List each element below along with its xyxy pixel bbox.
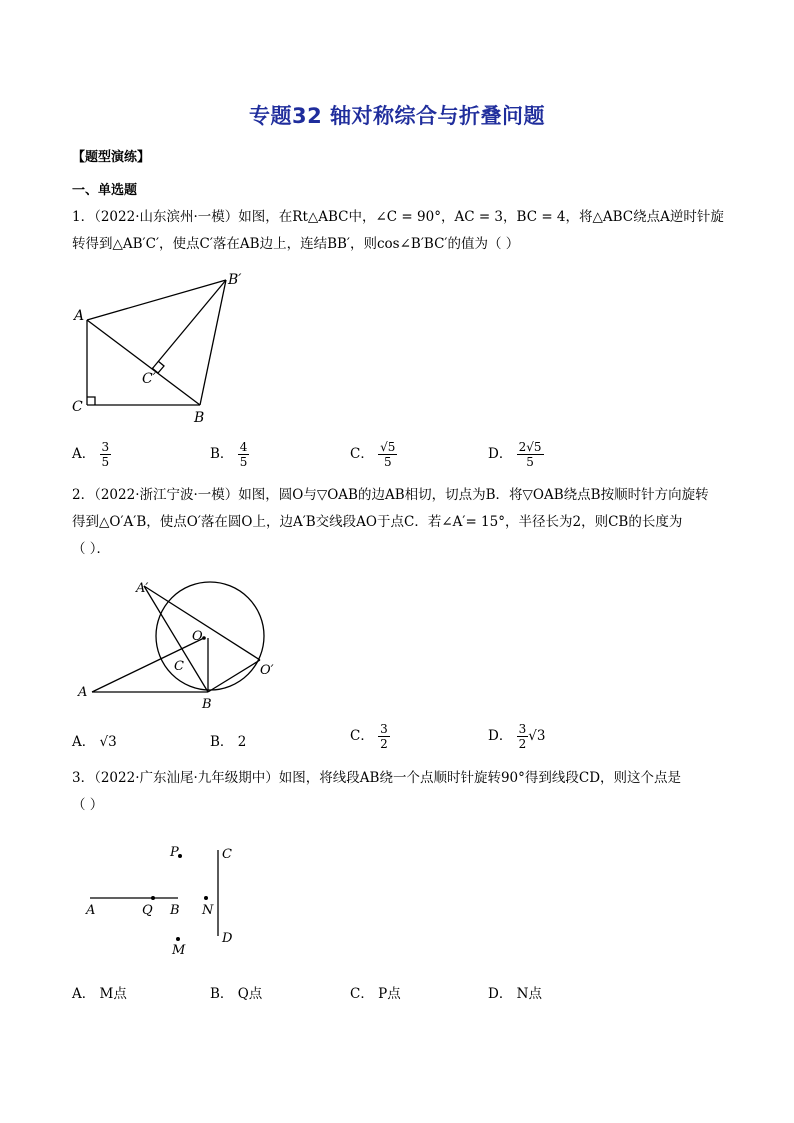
option-letter: D．: [488, 446, 513, 462]
option-value: M点: [99, 986, 127, 1002]
option-1c[interactable]: [350, 440, 397, 469]
option-letter: A．: [72, 986, 96, 1002]
question-3-line-1: 3．（2022·广东汕尾·九年级期中）如图，将线段AB绕一个点顺时针旋转90°得到线段CD，则这个点是: [72, 770, 682, 786]
label-p: P: [170, 845, 179, 860]
question-3-figure: [80, 840, 260, 960]
label-b-prime: B′: [228, 272, 242, 288]
label-c: C: [174, 659, 184, 674]
section-heading: 一、单选题: [72, 183, 138, 198]
label-n: N: [202, 903, 214, 918]
label-a-prime: A′: [136, 581, 149, 596]
label-a: A: [86, 903, 96, 918]
label-m: M: [172, 943, 186, 958]
label-b: B: [202, 697, 212, 712]
option-value: √3: [99, 734, 117, 750]
point-q: [151, 896, 155, 900]
option-2a[interactable]: [72, 730, 117, 750]
fraction: $\frac{3}{2}$: [518, 722, 527, 751]
segment-a-prime-o-prime: [144, 586, 260, 660]
option-letter: D．: [488, 728, 513, 744]
option-suffix: √3: [528, 728, 546, 744]
label-a: A: [78, 685, 88, 700]
label-c: C: [222, 847, 232, 862]
option-letter: C．: [350, 986, 374, 1002]
question-2-line-2: 得到△O′A′B，使点O′落在圆O上，边A′B交线段AO于点C．若∠A′= 15°，半径长为2，则CB的长度为: [72, 514, 683, 530]
option-letter: D．: [488, 986, 513, 1002]
label-d: D: [222, 931, 233, 946]
option-letter: C．: [350, 728, 374, 744]
point-o: [202, 636, 206, 640]
question-3-text: [72, 765, 732, 819]
segment-ab: [87, 320, 200, 405]
option-1a[interactable]: [72, 440, 111, 469]
label-q: Q: [142, 903, 153, 918]
question-1-text: [72, 204, 732, 258]
question-2-figure: [70, 574, 290, 714]
option-3b[interactable]: [210, 982, 262, 1002]
fraction: $\frac{√5}{5}$: [380, 440, 396, 469]
option-value: Q点: [237, 986, 263, 1002]
fraction: $\frac{2√5}{5}$: [518, 440, 542, 469]
option-3d[interactable]: [488, 982, 542, 1002]
right-angle-mark-c: [87, 397, 95, 405]
option-2d[interactable]: [488, 722, 545, 751]
circle-o: [156, 582, 264, 690]
question-2-line-1: 2．（2022·浙江宁波·一模）如图，圆O与▽OAB的边AB相切，切点为B．将▽OAB绕点B按顺时针方向旋转: [72, 487, 709, 503]
point-m: [176, 937, 180, 941]
option-letter: B．: [210, 446, 234, 462]
option-letter: B．: [210, 734, 234, 750]
segment-ao: [92, 638, 204, 692]
option-1d[interactable]: [488, 440, 544, 469]
question-1-line-1: 1．（2022·山东滨州·一模）如图，在Rt△ABC中，∠C = 90°，AC = 3，BC = 4，将△ABC绕点A逆时针旋: [72, 209, 724, 225]
label-c-prime: C′: [142, 371, 156, 387]
segment-bb-prime: [200, 280, 226, 405]
label-b: B: [194, 410, 205, 426]
page-title: 专题32 轴对称综合与折叠问题: [248, 104, 546, 128]
fraction: $\frac{3}{5}$: [101, 440, 110, 469]
option-value: N点: [516, 986, 542, 1002]
option-letter: A．: [72, 446, 96, 462]
option-1b[interactable]: [210, 440, 249, 469]
question-1-figure: [60, 268, 260, 428]
label-o: O: [192, 629, 203, 644]
segment-b-prime-c-prime: [152, 280, 226, 369]
option-3a[interactable]: [72, 982, 127, 1002]
question-2-line-3: （ ）．: [72, 541, 111, 557]
option-3c[interactable]: [350, 982, 401, 1002]
segment-bo-prime: [208, 660, 260, 692]
fraction: $\frac{4}{5}$: [239, 440, 248, 469]
label-b: B: [170, 903, 180, 918]
option-value: 2: [237, 734, 247, 750]
question-1-line-2: 转得到△AB′C′，使点C′落在AB边上，连结BB′，则cos∠B′BC′的值为（ ）: [72, 236, 520, 252]
option-letter: B．: [210, 986, 234, 1002]
segment-ab-prime: [87, 280, 226, 320]
section-tag: 【题型演练】: [72, 150, 151, 165]
question-2-text: [72, 482, 732, 563]
fraction: $\frac{3}{2}$: [380, 722, 388, 751]
label-a: A: [74, 308, 85, 324]
option-letter: C．: [350, 446, 374, 462]
option-2b[interactable]: [210, 730, 246, 750]
option-letter: A．: [72, 734, 96, 750]
option-value: P点: [378, 986, 401, 1002]
label-o-prime: O′: [260, 663, 274, 678]
point-n: [204, 896, 208, 900]
option-2c[interactable]: [350, 722, 390, 751]
label-c: C: [72, 399, 83, 415]
question-3-line-2: （ ）: [72, 797, 104, 813]
